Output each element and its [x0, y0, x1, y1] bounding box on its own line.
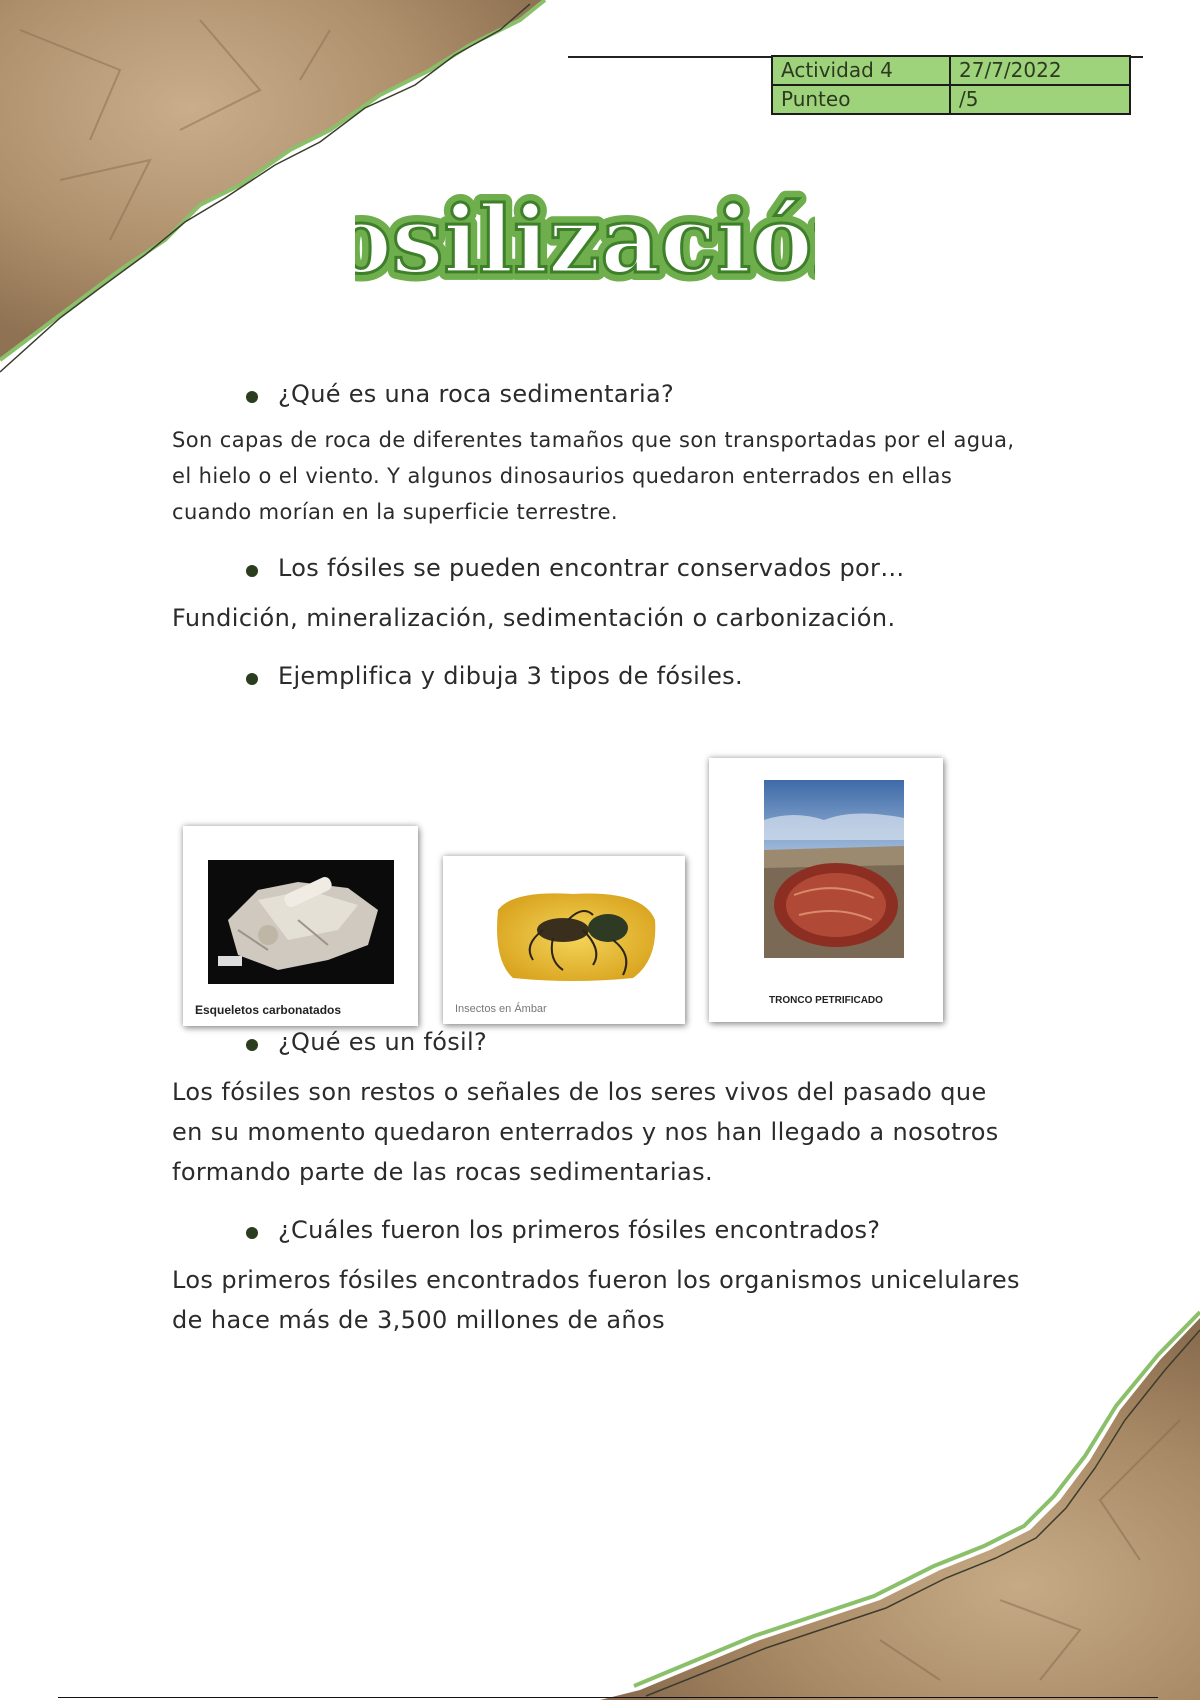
bullet-icon [246, 1039, 258, 1051]
bullet-icon [246, 565, 258, 577]
question-text: ¿Qué es una roca sedimentaria? [278, 380, 675, 408]
bullet-icon [246, 1227, 258, 1239]
question-text: Ejemplifica y dibuja 3 tipos de fósiles. [278, 662, 743, 690]
activity-header-table [771, 55, 1131, 115]
question-first-fossils [172, 1216, 1032, 1244]
question-preservation [172, 554, 1032, 582]
footer-rule [58, 1697, 1158, 1698]
answer-what-is-fossil: Los fósiles son restos o señales de los seres vivos del pasado que en su momento quedaron enterrados y nos han llegado a nosotros formando parte de las rocas sedimentarias. [172, 1078, 999, 1186]
page-title [355, 172, 815, 312]
card-caption: TRONCO PETRIFICADO [769, 995, 883, 1006]
bullet-icon [246, 673, 258, 685]
fossil-card-insect-amber [443, 856, 685, 1024]
score-label: Punteo [772, 85, 950, 114]
petrified-log-image [764, 780, 904, 958]
score-value: /5 [950, 85, 1130, 114]
page-title-outline: osilizació [355, 186, 813, 294]
shell-fossil-image [208, 860, 394, 984]
amber-insect-image [493, 890, 658, 982]
activity-date: 27/7/2022 [950, 56, 1130, 85]
question-fossil-types [172, 662, 1032, 690]
page-title-text: osilizació [355, 186, 813, 294]
card-caption: Insectos en Ámbar [455, 1003, 547, 1015]
answer-preservation: Fundición, mineralización, sedimentación o carbonización. [172, 604, 896, 632]
answer-sedimentary-rock: Son capas de roca de diferentes tamaños que son transportadas por el agua, el hielo o el viento. Y algunos dinosaurios quedaron enterrados en ellas cuando morían en la superficie terrestre. [172, 428, 1015, 524]
card-caption: Esqueletos carbonatados [195, 1003, 342, 1017]
kraft-paper-corner-bottom-right [580, 1300, 1200, 1700]
answer-first-fossils: Los primeros fósiles encontrados fueron los organismos unicelulares de hace más de 3,500 millones de años [172, 1266, 1020, 1334]
fossil-card-petrified-log [709, 758, 943, 1022]
question-sedimentary-rock [172, 380, 1032, 408]
fossil-card-carbonated-skeletons [183, 826, 418, 1026]
bullet-icon [246, 391, 258, 403]
question-text: ¿Cuáles fueron los primeros fósiles encontrados? [278, 1216, 881, 1244]
question-what-is-fossil [172, 1028, 1032, 1056]
activity-label: Actividad 4 [772, 56, 950, 85]
question-text: ¿Qué es un fósil? [278, 1028, 487, 1056]
question-text: Los fósiles se pueden encontrar conservados por… [278, 554, 905, 582]
